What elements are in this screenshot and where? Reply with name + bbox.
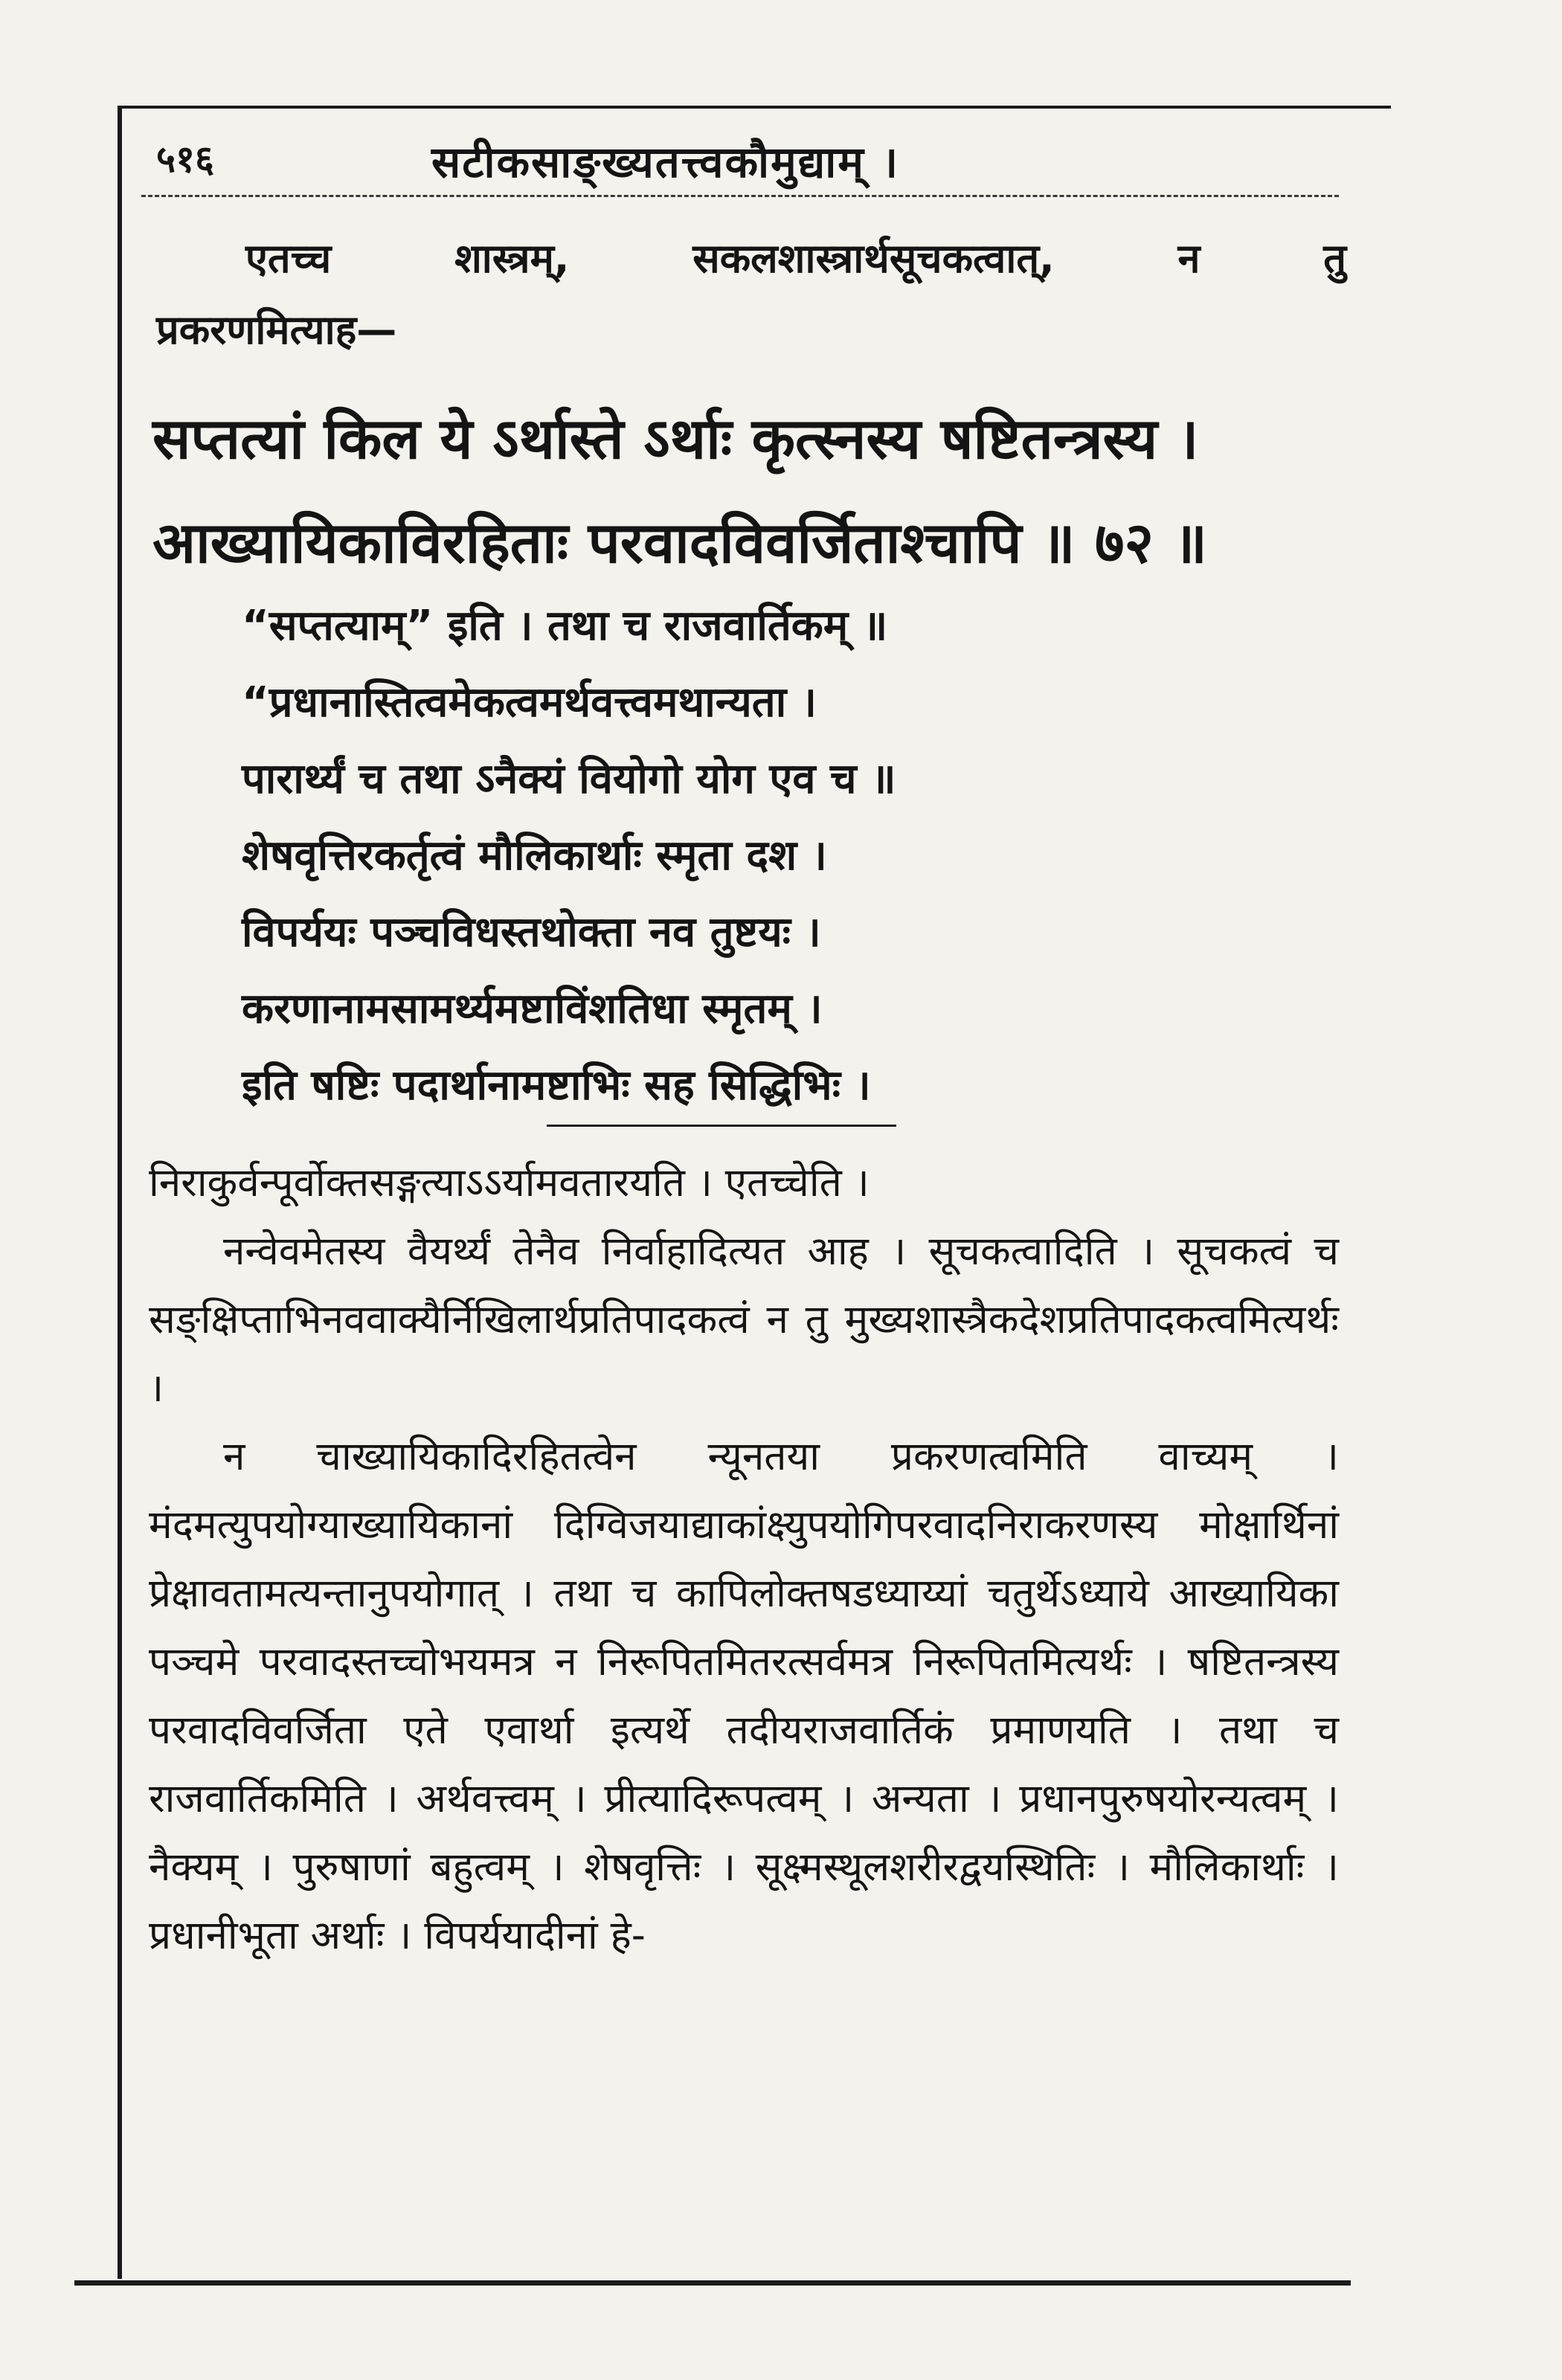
bottom-border	[74, 2280, 1351, 2286]
section-divider	[547, 1125, 896, 1127]
running-title: सटीकसाङ्ख्यतत्त्वकौमुद्याम् ।	[431, 137, 900, 187]
quote-line: पारार्थ्यं च तथा ऽनैक्यं वियोगो योग एव च ॥	[242, 755, 896, 803]
karika-line: सप्तत्यां किल ये ऽर्थास्ते ऽर्थाः कृत्स्नस्य षष्टितन्त्रस्य ।	[152, 405, 1199, 472]
header-divider	[141, 195, 1339, 197]
page-number: ५१६	[156, 138, 214, 181]
intro-passage	[156, 223, 1346, 366]
quote-line: विपर्ययः पञ्चविधस्तथोक्ता नव तुष्टयः ।	[242, 908, 821, 956]
quote-line: “सप्तत्याम्” इति । तथा च राजवार्तिकम् ॥	[242, 602, 888, 650]
quote-line: “प्रधानास्तित्वमेकत्वमर्थवत्त्वमथान्यता ।	[242, 678, 817, 727]
intro-line: एतच्च शास्त्रम्, सकलशास्त्रार्थसूचकत्वात्, न तु	[245, 235, 1346, 282]
commentary-paragraph: न चाख्यायिकादिरहितत्वेन न्यूनतया प्रकरणत्वमिति वाच्यम् । मंदमत्युपयोग्याख्यायिकानां दिग्विजयाद्याकांक्ष्युपयोगिपरवादनिराकरणस्य मोक्षार्थिनां प्रेक्षावतामत्यन्तानुपयोगात् । तथा च कापिलोक्तषडध्याय्यां चतुर्थेऽध्याये आख्यायिका पञ्चमे परवादस्तच्चोभयमत्र न निरूपितमितरत्सर्वमत्र निरूपितमित्यर्थः । षष्टितन्त्रस्य परवादविवर्जिता एते एवार्था इत्यर्थे तदीयराजवार्तिकं प्रमाणयति । तथा च राजवार्तिकमिति । अर्थवत्त्वम् । प्रीत्यादिरूपत्वम् । अन्यता । प्रधानपुरुषयोरन्यत्वम् । नैक्यम् । पुरुषाणां बहुत्वम् । शेषवृत्तिः । सूक्ष्मस्थूलशरीरद्वयस्थितिः । मौलिकार्थाः । प्रधानीभूता अर्थाः । विपर्ययादीनां हे-	[149, 1434, 1340, 1958]
commentary-paragraph: निराकुर्वन्पूर्वोक्तसङ्गत्याऽऽर्यामवतारयति । एतच्चेति ।	[149, 1160, 870, 1206]
rajavartika-quote	[242, 588, 1335, 1124]
commentary	[149, 1149, 1339, 1970]
quote-line: शेषवृत्तिरकर्तृत्वं मौलिकार्थाः स्मृता दश ।	[242, 832, 827, 880]
commentary-paragraph: नन्वेवमेतस्य वैयर्थ्यं तेनैव निर्वाहादित्यत आह । सूचकत्वादिति । सूचकत्वं च सङ्क्षिप्ताभिनववाक्यैर्निखिलार्थप्रतिपादकत्वं न तु मुख्यशास्त्रैकदेशप्रतिपादकत्वमित्यर्थः ।	[149, 1229, 1339, 1411]
quote-line: इति षष्टिः पदार्थानामष्टाभिः सह सिद्धिभिः ।	[242, 1061, 871, 1110]
page-header	[149, 125, 1354, 192]
karika-verse	[152, 387, 1350, 595]
intro-line: प्रकरणमित्याह—	[156, 306, 397, 353]
karika-line: आख्यायिकाविरहिताः परवादविवर्जिताश्चापि ॥ ७२ ॥	[152, 509, 1207, 576]
quote-line: करणानामसामर्थ्यमष्टाविंशतिधा स्मृतम् ।	[242, 985, 823, 1033]
